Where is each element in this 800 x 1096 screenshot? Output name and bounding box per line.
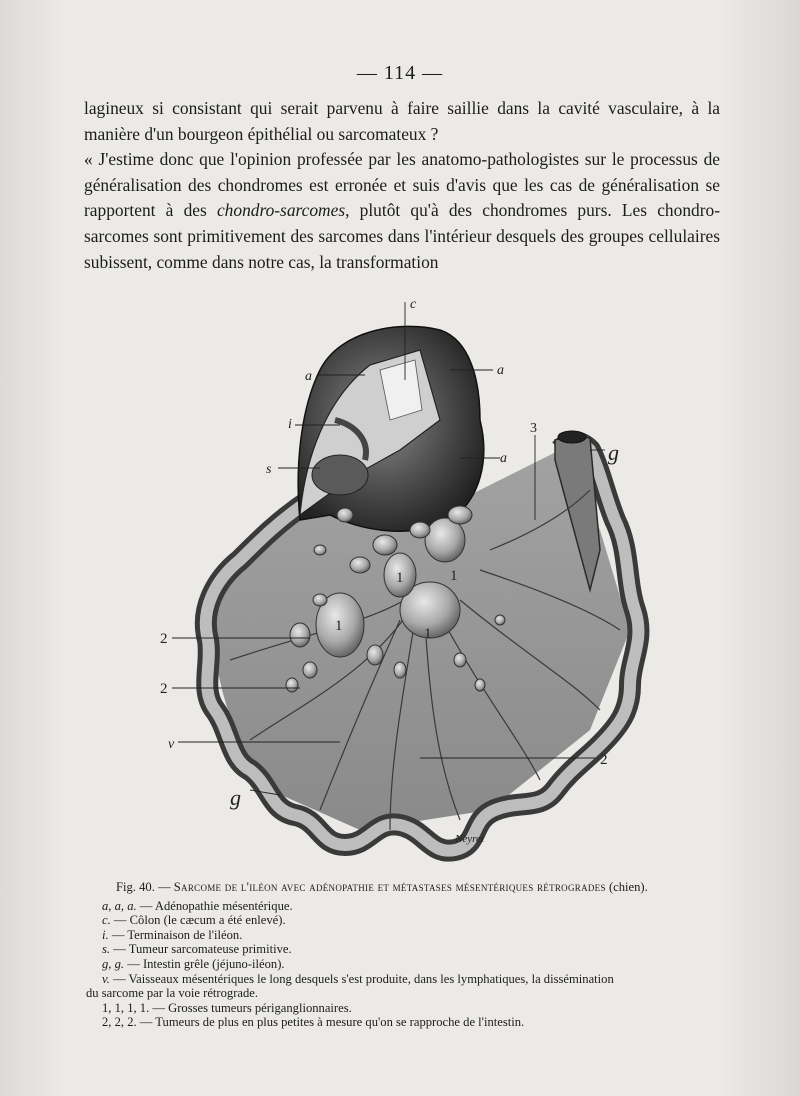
label-1c: 1 [335,618,343,634]
label-1b: 1 [450,568,458,584]
label-i: i [288,417,292,432]
caption-fig-number: Fig. 40. — [116,880,171,894]
artist-signature: Neyret [455,833,484,845]
legend-item-a: a, a, a. — Adénopathie mésentérique. [102,898,293,913]
label-g2: g [230,785,241,810]
caption-title-suffix: (chien). [608,880,648,894]
paragraph-2-end: , plutôt qu'à des chondromes purs. Les chondro-sarcomes sont primitivement des sarcomes dans l'intérieur desquels des groupes cellulaires subissent, comme dans notre cas, la transformation [84,200,720,272]
paragraph-2-start: « J'estime donc que l'opinion professée par les anatomo-pathologistes sur le processus de généralisation des chondromes est erronée et suis d'avis que les cas de généralisation se rapportent à des [84,149,720,221]
label-2b: 2 [160,681,168,697]
paragraph-2-italic: chondro-sarcomes [216,200,346,221]
label-s: s [266,462,272,477]
label-g1: g [608,440,619,465]
legend-item-s: s. — Tumeur sarcomateuse primitive. [102,942,292,957]
caption-title: Sarcome de l'iléon avec adénopathie et métastases mésentériques rétrogrades [173,880,606,894]
paragraph-2 [84,147,720,275]
legend-item-c: c. — Côlon (le cæcum a été enlevé). [102,913,286,928]
legend-item-2: 2, 2, 2. — Tumeurs de plus en plus petites à mesure qu'on se rapproche de l'intestin. [102,1015,525,1030]
page-number: — 114 — [356,62,444,84]
figure-caption [86,880,726,1030]
intestine-drawing [160,290,660,865]
legend-item-i: i. — Terminaison de l'iléon. [102,927,243,942]
label-v: v [168,737,175,752]
legend-item-g: g, g. — Intestin grêle (jéjuno-iléon). [102,956,285,971]
caption-title-line [116,880,726,895]
label-2c: 2 [600,752,608,768]
paragraph-1: lagineux si consistant qui serait parvenu à faire saillie dans la cavité vasculaire, à la manière d'un bourgeon épithélial ou sarcomateux ? [84,98,720,144]
label-3: 3 [530,421,537,436]
legend-item-v-continuation: du sarcome par la voie rétrograde. [86,986,259,1001]
label-a3: a [500,451,507,466]
label-2a: 2 [160,631,168,647]
legend-item-v: v. — Vaisseaux mésentériques le long desquels s'est produite, dans les lymphatiques, la dissémination [102,971,614,986]
anatomical-illustration [160,290,660,865]
label-1a: 1 [396,570,404,586]
label-1d: 1 [424,626,432,642]
label-a2: a [497,363,504,378]
label-a1: a [305,369,312,384]
label-c: c [410,297,417,312]
body-text [84,96,720,275]
legend-item-1: 1, 1, 1, 1. — Grosses tumeurs périganglionnaires. [102,1000,352,1015]
